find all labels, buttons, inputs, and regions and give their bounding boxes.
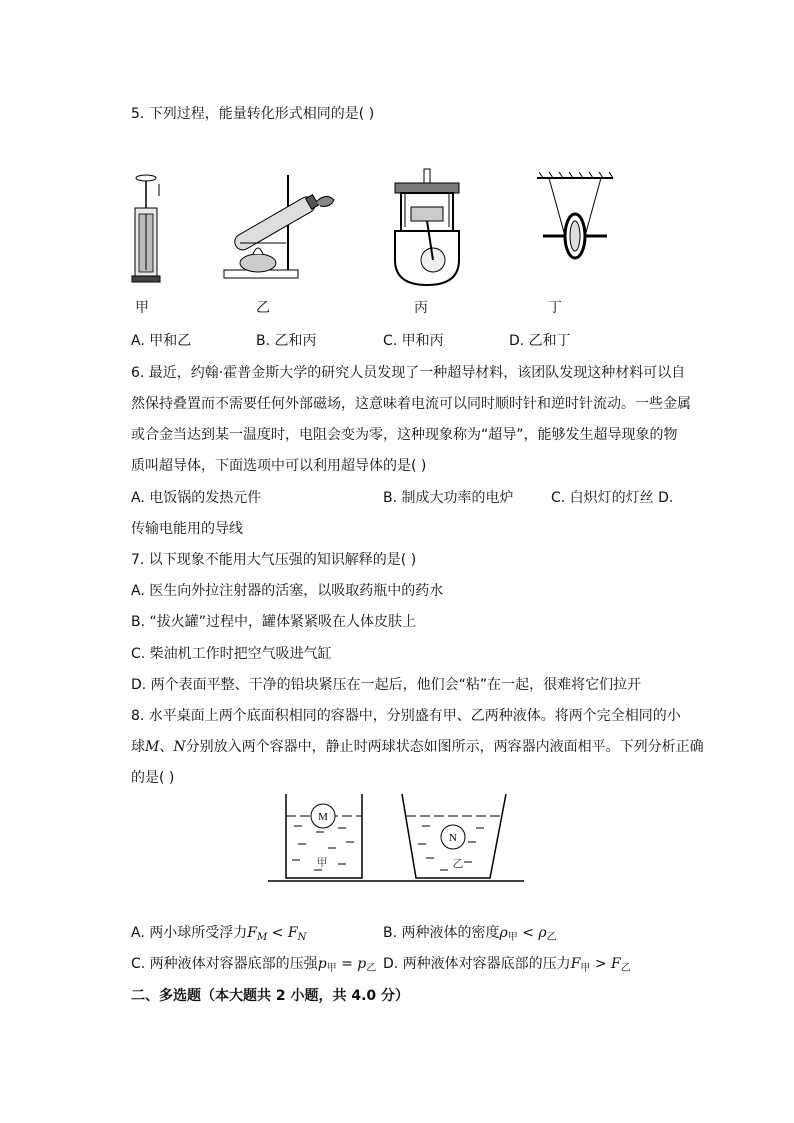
ball-n-label: N bbox=[449, 832, 457, 844]
q7-option-a: A. 医生向外拉注射器的活塞，以吸取药瓶中的药水 bbox=[131, 583, 444, 599]
caption-jia: 甲 bbox=[135, 300, 149, 316]
q8-line-2: 球M、N分别放入两个容器中，静止时两球状态如图所示，两容器内液面相平。下列分析正确 bbox=[131, 739, 704, 755]
ball-m-label: M bbox=[318, 811, 328, 823]
q6-option-b: B. 制成大功率的电炉 bbox=[383, 490, 514, 506]
q7-option-b: B. “拔火罐”过程中，罐体紧紧吸在人体皮肤上 bbox=[131, 614, 417, 630]
caption-bing: 丙 bbox=[414, 300, 428, 316]
q8-option-b: B. 两种液体的密度$\rho_甲 < \rho_乙$ bbox=[383, 925, 557, 943]
q6-line-1: 6. 最近，约翰·霍普金斯大学的研究人员发现了一种超导材料，该团队发现这种材料可以自 bbox=[131, 365, 686, 381]
caption-yi: 乙 bbox=[256, 300, 270, 316]
liquid-b-label: 乙 bbox=[452, 857, 464, 870]
q6-option-a: A. 电饭锅的发热元件 bbox=[131, 490, 262, 506]
q5-stem: 5. 下列过程，能量转化形式相同的是( ) bbox=[131, 106, 375, 122]
figure-ding bbox=[535, 170, 615, 285]
liquid-a-label: 甲 bbox=[316, 856, 328, 869]
q5-option-c: C. 甲和丙 bbox=[383, 333, 444, 349]
q7-option-d: D. 两个表面平整、干净的铅块紧压在一起后，他们会“粘”在一起，很难将它们拉开 bbox=[131, 677, 642, 693]
q6-option-d: 传输电能用的导线 bbox=[131, 521, 243, 537]
q8-option-c: C. 两种液体对容器底部的压强$p_甲 = p_乙$ bbox=[131, 956, 377, 974]
figure-jia bbox=[130, 170, 170, 285]
q6-line-4: 质叫超导体，下面选项中可以利用超导体的是( ) bbox=[131, 458, 427, 474]
q8-line-3: 的是( ) bbox=[131, 770, 175, 786]
figure-containers bbox=[268, 792, 526, 884]
q5-option-d: D. 乙和丁 bbox=[509, 333, 571, 349]
q5-option-a: A. 甲和乙 bbox=[131, 333, 192, 349]
q8-line-1: 8. 水平桌面上两个底面积相同的容器中，分别盛有甲、乙两种液体。将两个完全相同的小 bbox=[131, 708, 681, 724]
q7-stem: 7. 以下现象不能用大气压强的知识解释的是( ) bbox=[131, 552, 417, 568]
q8-option-d: D. 两种液体对容器底部的压力$F_甲 > F_乙$ bbox=[383, 956, 631, 974]
q8-option-a: A. 两小球所受浮力$F_M < F_N$ bbox=[131, 925, 307, 943]
figure-bing bbox=[385, 165, 470, 290]
caption-ding: 丁 bbox=[548, 300, 562, 316]
figure-yi bbox=[220, 170, 335, 285]
section-heading: 二、多选题（本大题共 2 小题，共 4.0 分） bbox=[131, 988, 410, 1004]
q6-line-3: 或合金当达到某一温度时，电阻会变为零，这种现象称为“超导”，能够发生超导现象的物 bbox=[131, 427, 678, 443]
q7-option-c: C. 柴油机工作时把空气吸进气缸 bbox=[131, 646, 332, 662]
q6-line-2: 然保持叠置而不需要任何外部磁场，这意味着电流可以同时顺时针和逆时针流动。一些金属 bbox=[131, 396, 691, 412]
q5-option-b: B. 乙和丙 bbox=[256, 333, 317, 349]
q6-option-c: C. 白炽灯的灯丝 D. bbox=[551, 490, 674, 506]
